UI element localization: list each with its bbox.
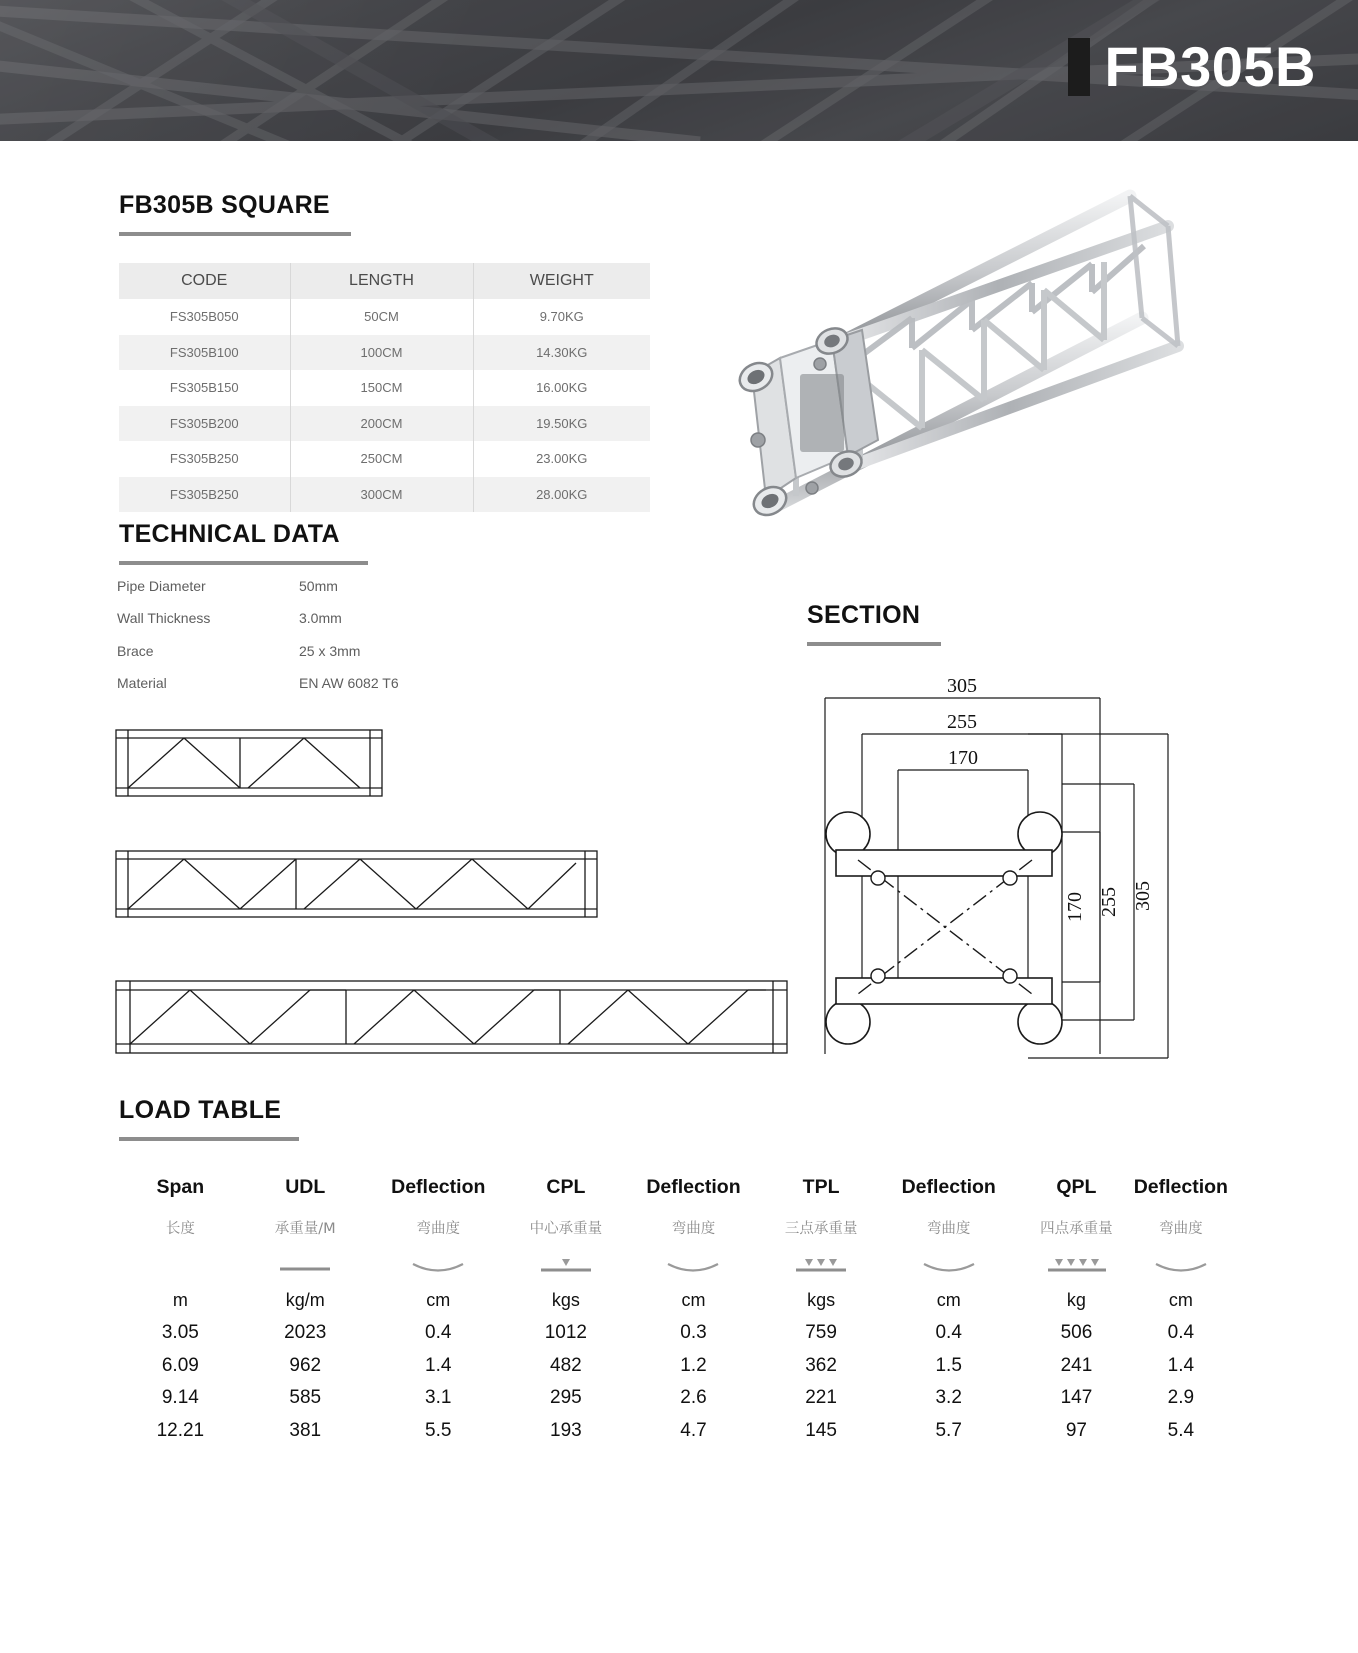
load-cell-deflection-qpl: 0.4 — [1167, 1322, 1195, 1344]
load-header-deflection-tpl: Deflection — [901, 1175, 996, 1198]
load-unit-udl: kg/m — [285, 1290, 325, 1310]
table-row — [119, 370, 650, 406]
tech-value-material: EN AW 6082 T6 — [299, 674, 399, 691]
load-cell-tpl: 759 — [805, 1322, 837, 1344]
load-header-cn-qpl: 四点承重量 — [1040, 1220, 1113, 1237]
heading-square — [119, 192, 351, 236]
list-item — [117, 643, 417, 675]
load-cell-tpl: 145 — [805, 1419, 837, 1441]
load-cell-deflection-cpl: 0.3 — [680, 1322, 707, 1344]
load-cell-deflection-udl: 3.1 — [425, 1387, 452, 1409]
load-cell-udl: 381 — [289, 1419, 322, 1441]
spec-header-code: CODE — [119, 263, 290, 299]
load-header-deflection-cpl: Deflection — [646, 1175, 741, 1198]
load-table-icon-row — [118, 1246, 1228, 1284]
load-cell-deflection-udl: 1.4 — [425, 1354, 452, 1376]
table-row — [119, 406, 650, 442]
dim-label-255-top: 255 — [947, 711, 977, 733]
tech-key-material: Material — [117, 674, 167, 691]
banner-title-group — [1068, 35, 1316, 98]
spec-cell-weight: 19.50KG — [473, 406, 650, 442]
load-unit-span: m — [172, 1290, 188, 1310]
technical-data-list — [117, 578, 417, 707]
load-cell-deflection-qpl: 2.9 — [1167, 1387, 1195, 1409]
spec-cell-code: FS305B150 — [119, 370, 290, 406]
heading-technical-data-text: TECHNICAL DATA — [119, 520, 340, 548]
spec-cell-length: 100CM — [290, 335, 473, 371]
table-row — [119, 441, 650, 477]
load-cell-deflection-cpl: 1.2 — [680, 1354, 707, 1376]
load-header-cn-span: 长度 — [165, 1220, 195, 1237]
load-cell-deflection-cpl: 4.7 — [680, 1419, 707, 1441]
spec-header-weight: WEIGHT — [473, 263, 650, 299]
product-photo-truss — [700, 178, 1200, 573]
dim-label-170-right: 170 — [1064, 892, 1086, 922]
spec-cell-length: 300CM — [290, 477, 473, 513]
spec-cell-code: FS305B250 — [119, 441, 290, 477]
table-row — [119, 477, 650, 513]
load-cell-deflection-udl: 5.5 — [425, 1419, 452, 1441]
load-cell-deflection-tpl: 1.5 — [935, 1354, 962, 1376]
load-cell-deflection-qpl: 5.4 — [1167, 1419, 1195, 1441]
spec-cell-length: 150CM — [290, 370, 473, 406]
heading-section-text: SECTION — [807, 601, 921, 629]
load-unit-deflection-cpl: cm — [681, 1290, 706, 1310]
load-header-span: Span — [156, 1175, 205, 1198]
page-header-banner — [0, 0, 1358, 141]
table-row — [118, 1317, 1228, 1350]
load-header-cpl: CPL — [546, 1175, 586, 1198]
list-item — [117, 610, 417, 642]
load-table-units-row — [118, 1284, 1228, 1317]
load-unit-tpl: kgs — [807, 1290, 836, 1310]
dim-label-305-top: 305 — [947, 675, 977, 697]
heading-technical-data — [119, 521, 368, 565]
heading-square-text: FB305B SQUARE — [119, 191, 330, 219]
load-header-cn-cpl: 中心承重量 — [529, 1220, 603, 1237]
load-table-header-cn-row — [118, 1208, 1228, 1246]
load-cell-span: 12.21 — [156, 1419, 205, 1441]
tech-key-pipe-diameter: Pipe Diameter — [117, 578, 206, 594]
table-row — [119, 335, 650, 371]
list-item — [117, 578, 417, 610]
load-icon-span-empty — [118, 1246, 243, 1284]
load-header-cn-tpl: 三点承重量 — [784, 1220, 858, 1237]
load-cell-udl: 2023 — [284, 1322, 327, 1344]
spec-cell-weight: 14.30KG — [473, 335, 650, 371]
load-cell-span: 6.09 — [161, 1354, 199, 1376]
load-cell-qpl: 506 — [1060, 1322, 1093, 1344]
load-cell-deflection-udl: 0.4 — [425, 1322, 452, 1344]
load-cell-deflection-tpl: 0.4 — [935, 1322, 962, 1344]
title-accent-bar — [1068, 38, 1090, 96]
spec-cell-length: 200CM — [290, 406, 473, 442]
list-item — [117, 675, 417, 707]
deflection-curve-icon — [368, 1246, 509, 1284]
table-row — [118, 1382, 1228, 1415]
load-header-cn-deflection-udl: 弯曲度 — [416, 1220, 460, 1237]
load-header-cn-deflection-cpl: 弯曲度 — [671, 1220, 716, 1237]
load-unit-deflection-qpl: cm — [1168, 1290, 1193, 1310]
load-unit-cpl: kgs — [551, 1290, 580, 1310]
load-cell-span: 9.14 — [161, 1387, 199, 1409]
load-header-deflection-qpl: Deflection — [1133, 1175, 1228, 1198]
tech-value-pipe-diameter: 50mm — [299, 578, 338, 594]
page-title: FB305B — [1104, 35, 1316, 98]
heading-section-rule — [807, 642, 941, 646]
load-unit-deflection-tpl: cm — [936, 1290, 961, 1310]
load-cell-cpl: 295 — [550, 1387, 582, 1409]
load-header-cn-udl: 承重量/M — [274, 1220, 336, 1237]
spec-cell-code: FS305B250 — [119, 477, 290, 513]
spec-header-length: LENGTH — [290, 263, 473, 299]
section-drawing — [800, 672, 1200, 1062]
tech-key-brace: Brace — [117, 642, 154, 659]
load-table-header-en-row — [118, 1166, 1228, 1208]
deflection-curve-icon — [1134, 1246, 1228, 1284]
spec-cell-length: 50CM — [290, 299, 473, 335]
spec-cell-weight: 28.00KG — [473, 477, 650, 513]
table-row — [119, 299, 650, 335]
spec-cell-code: FS305B200 — [119, 406, 290, 442]
elevation-drawing-150cm — [114, 845, 599, 925]
specification-table — [119, 263, 650, 512]
load-header-deflection-udl: Deflection — [391, 1175, 486, 1198]
tech-key-wall-thickness: Wall Thickness — [117, 610, 211, 627]
load-cell-deflection-tpl: 5.7 — [935, 1419, 962, 1441]
qpl-4point-load-icon — [1019, 1246, 1134, 1284]
heading-square-rule — [119, 232, 351, 236]
load-cell-deflection-tpl: 3.2 — [935, 1387, 962, 1409]
spec-cell-code: FS305B100 — [119, 335, 290, 371]
spec-table-header-row — [119, 263, 650, 299]
load-header-cn-deflection-tpl: 弯曲度 — [926, 1220, 971, 1237]
udl-line-icon — [243, 1246, 368, 1284]
elevation-drawing-300cm — [114, 975, 789, 1059]
heading-load-table-rule — [119, 1137, 299, 1141]
cpl-1point-load-icon — [509, 1246, 623, 1284]
spec-cell-weight: 9.70KG — [473, 299, 650, 335]
load-header-cn-deflection-qpl: 弯曲度 — [1159, 1220, 1203, 1237]
dim-label-305-right: 305 — [1132, 881, 1154, 911]
load-cell-cpl: 482 — [550, 1354, 582, 1376]
load-table — [118, 1166, 1228, 1447]
heading-load-table — [119, 1097, 299, 1141]
spec-cell-code: FS305B050 — [119, 299, 290, 335]
deflection-curve-icon — [878, 1246, 1019, 1284]
load-header-qpl: QPL — [1056, 1175, 1097, 1198]
load-cell-qpl: 97 — [1065, 1419, 1087, 1441]
load-cell-tpl: 221 — [805, 1387, 837, 1409]
tech-value-wall-thickness: 3.0mm — [299, 610, 342, 627]
load-cell-deflection-qpl: 1.4 — [1167, 1354, 1195, 1376]
dim-label-170-top: 170 — [948, 747, 978, 769]
deflection-curve-icon — [623, 1246, 764, 1284]
load-cell-qpl: 241 — [1060, 1354, 1093, 1376]
heading-technical-data-rule — [119, 561, 368, 565]
spec-cell-weight: 16.00KG — [473, 370, 650, 406]
load-cell-cpl: 193 — [550, 1419, 582, 1441]
load-header-udl: UDL — [285, 1175, 326, 1198]
heading-section — [807, 602, 941, 646]
heading-load-table-text: LOAD TABLE — [119, 1096, 282, 1124]
elevation-drawing-50cm — [114, 724, 384, 804]
tpl-3point-load-icon — [764, 1246, 878, 1284]
dim-label-255-right: 255 — [1098, 887, 1120, 917]
load-cell-tpl: 362 — [805, 1354, 837, 1376]
load-unit-qpl: kg — [1066, 1290, 1086, 1310]
load-cell-udl: 962 — [289, 1354, 322, 1376]
load-cell-cpl: 1012 — [544, 1322, 587, 1344]
load-cell-deflection-cpl: 2.6 — [680, 1387, 707, 1409]
spec-cell-weight: 23.00KG — [473, 441, 650, 477]
table-row — [118, 1415, 1228, 1448]
load-cell-qpl: 147 — [1060, 1387, 1093, 1409]
load-cell-udl: 585 — [289, 1387, 322, 1409]
load-cell-span: 3.05 — [161, 1322, 199, 1344]
load-unit-deflection-udl: cm — [426, 1290, 451, 1310]
load-header-tpl: TPL — [802, 1175, 840, 1198]
spec-cell-length: 250CM — [290, 441, 473, 477]
table-row — [118, 1350, 1228, 1383]
tech-value-brace: 25 x 3mm — [299, 642, 361, 659]
